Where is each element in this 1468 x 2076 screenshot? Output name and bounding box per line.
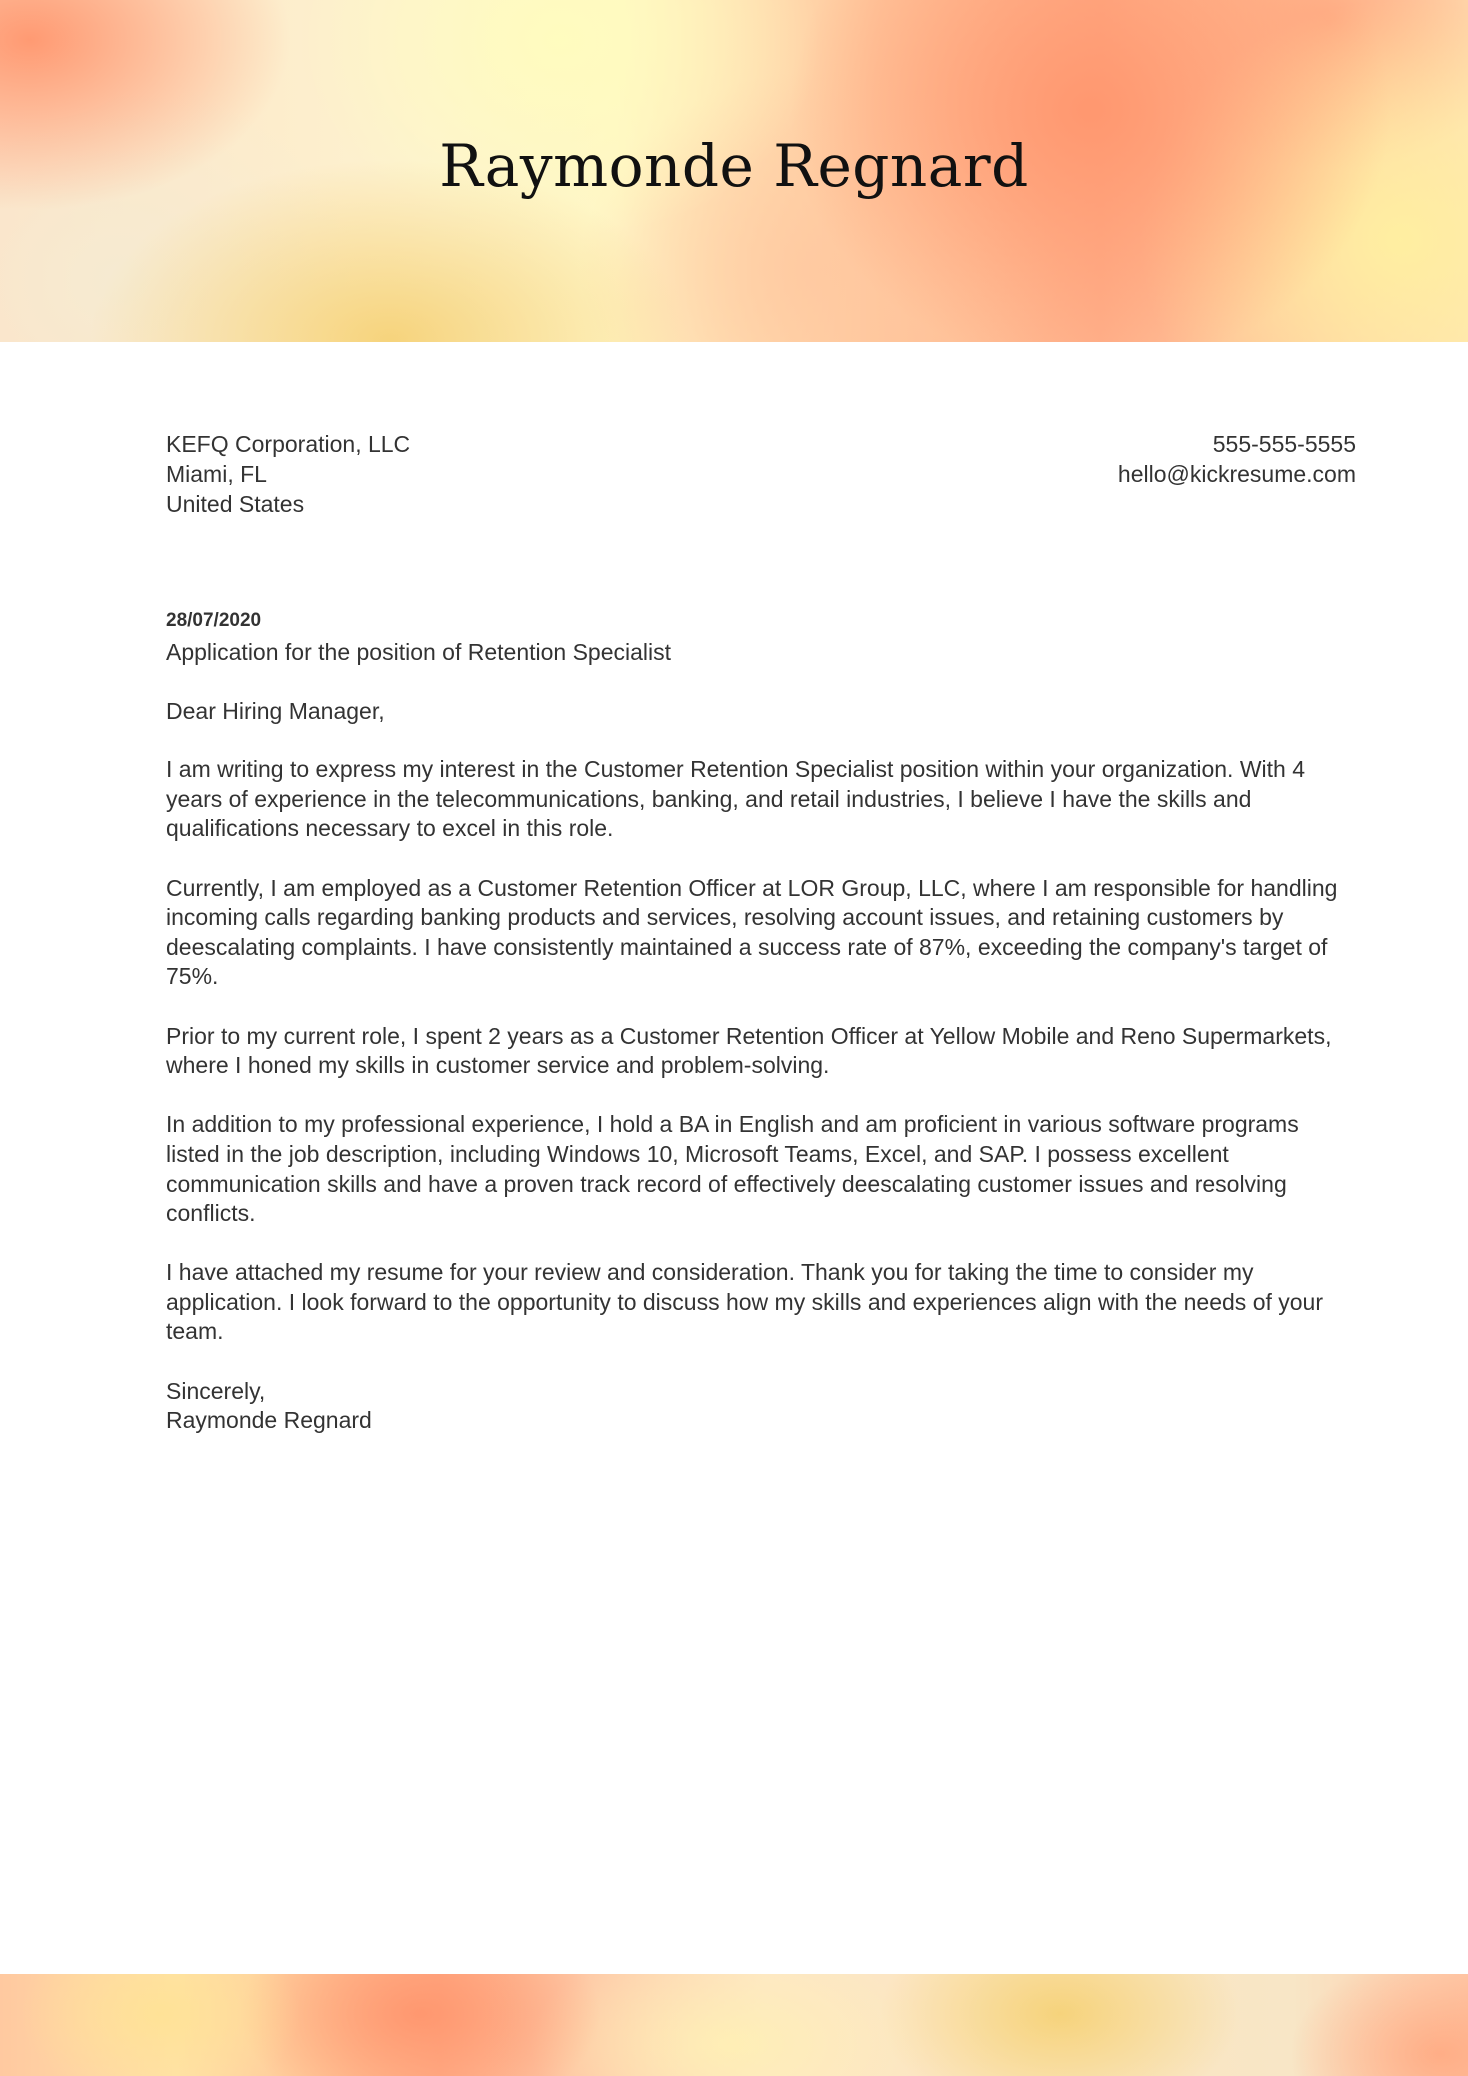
letter-paragraph: Currently, I am employed as a Customer Retention Officer at LOR Group, LLC, where I am responsible for handling incoming calls regarding banking products and services, resolving account issues, and retaining customers by deescalating complaints. I have consistently maintained a success rate of 87%, exceeding the company's target of 75%. xyxy=(166,874,1338,990)
applicant-name: Raymonde Regnard xyxy=(439,132,1029,200)
footer-banner xyxy=(0,1974,1468,2076)
contact-phone: 555-555-5555 xyxy=(1212,431,1356,457)
letter-signoff xyxy=(166,1377,1356,1436)
recipient-country: United States xyxy=(166,491,305,517)
letter-paragraph: I am writing to express my interest in the Customer Retention Specialist position within your organization. With 4 years of experience in the telecommunications, banking, and retail industries, I believe I have the skills and qualifications necessary to excel in this role. xyxy=(166,756,1306,842)
contact-info xyxy=(1118,429,1356,489)
letter-paragraph: I have attached my resume for your review and consideration. Thank you for taking the time to consider my application. I look forward to the opportunity to discuss how my skills and experiences align with the needs of your team. xyxy=(166,1259,1324,1345)
letter-signature: Raymonde Regnard xyxy=(166,1407,372,1434)
letter-subject: Application for the position of Retention Specialist xyxy=(166,639,672,665)
letter-paragraph: In addition to my professional experience, I hold a BA in English and am proficient in various software programs listed in the job description, including Windows 10, Microsoft Teams, Excel, and SAP. I possess excellent communication skills and have a proven track record of effectively deescalating customer issues and resolving conflicts. xyxy=(166,1111,1299,1227)
letter-body xyxy=(166,608,1356,1436)
recipient-address xyxy=(166,429,410,519)
letter-date: 28/07/2020 xyxy=(166,610,262,631)
letter-greeting: Dear Hiring Manager, xyxy=(166,697,385,724)
recipient-city: Miami, FL xyxy=(166,461,267,487)
letter-closing: Sincerely, xyxy=(166,1377,266,1404)
recipient-company: KEFQ Corporation, LLC xyxy=(166,431,411,457)
header-banner xyxy=(0,0,1468,342)
letter-paragraph: Prior to my current role, I spent 2 years as a Customer Retention Officer at Yellow Mobile and Reno Supermarkets, where I honed my skills in customer service and problem-solving. xyxy=(166,1022,1332,1079)
contact-email: hello@kickresume.com xyxy=(1117,461,1356,487)
